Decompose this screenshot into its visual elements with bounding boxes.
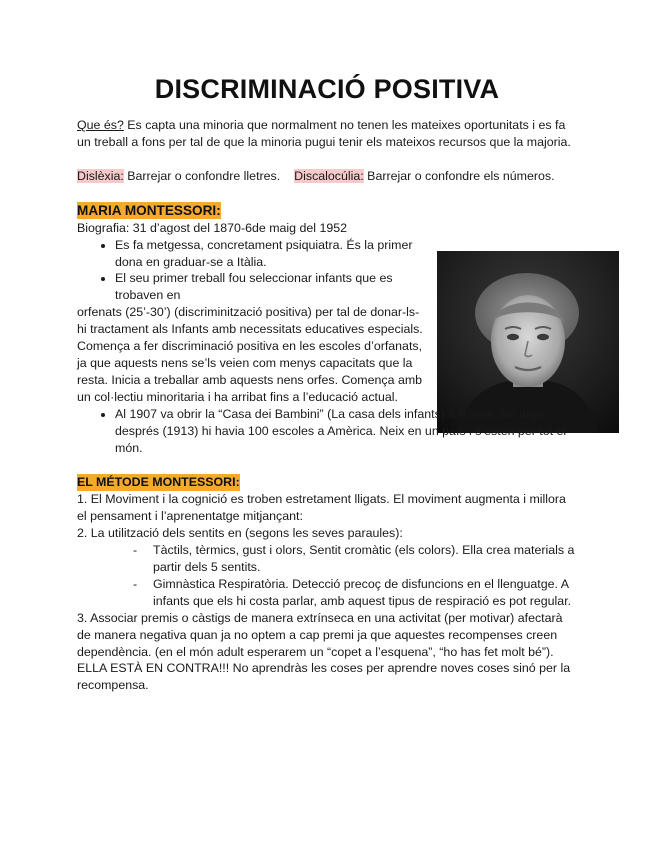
dash-item: - Gimnàstica Respiratòria. Detecció precoç de disfuncions en el llenguatge. A infants que els hi costa parlar, amb aquest tipus de respiració es pot regular. [133,576,577,610]
method-point-1: 1. El Moviment i la cognició es troben estretament lligats. El moviment augmenta i millora el pensament i l’aprenentatge mitjançant: [77,492,566,524]
bullet-item: • Al 1907 va obrir la “Casa dei Bambini” (La casa dels infants) a Roma. Sis anys després (1913) hi havia 100 escoles a Amèrica. Neix en un país i s’estén per tot el món. [115,406,577,457]
bullet-item: • El seu primer treball fou seleccionar infants que es trobaven en [115,270,427,304]
section-heading-method: EL MÉTODE MONTESSORI: [77,475,240,490]
bullet-item: • Es fa metgessa, concretament psiquiatra. És la primer dona en graduar-se a Itàlia. [115,237,427,271]
dash-item: - Tàctils, tèrmics, gust i olors, Sentit cromàtic (els colors). Ella crea materials a partir dels 5 sentits. [133,542,577,576]
montessori-bullets [77,237,427,305]
definition-dyslexia: Barrejar o confondre lletres. [123,168,281,183]
term-dyscalculia: Discalocúlia: [294,168,364,183]
intro-label: Que és? [77,118,124,132]
page-title: DISCRIMINACIÓ POSITIVA [154,74,500,104]
method-point-3: 3. Associar premis o càstigs de manera extrínseca en una activitat (per motivar) afectarà de manera negativa quan ja no optem a cap premi ja que aquestes recompenses creen dependència. (en el món adult esperarem un “copet a l’esquena”, “ho has fet molt bé”). ELLA ESTÀ EN CONTRA!!! No aprendràs les coses per aprendre noves coses sinó per la recompensa. [77,610,571,693]
biography-line: Biografia: 31 d’agost del 1870-6de maig del 1952 [77,220,348,235]
montessori-text-block [77,237,427,406]
montessori-continuation: orfenats (25’-30’) (discriminització positiva) per tal de donar-ls-hi tractament als Infants amb necessitats educatives especials. Comença a fer discriminació positiva en les escoles d’orfanats, ja que aquests nens se’ls veien com menys capacitats que la resta. Inicia a treballar amb aquests nens orfes. Comença amb un col·lectiu minoritaria i ha arribat fins a l’educació actual. [77,305,423,404]
montessori-bullets-2 [77,406,577,457]
intro-text: Es capta una minoria que normalment no tenen les mateixes oportunitats i es fa un treball a fons per tal de que la minoria pugui tenir els mateixos recursos que la majoria. [77,118,571,149]
section-heading-montessori: MARIA MONTESSORI: [77,202,221,218]
definition-dyscalculia: Barrejar o confondre els números. [363,168,555,183]
intro-paragraph [77,117,577,151]
document-page [77,74,577,694]
method-senses-list [77,542,577,610]
method-point-2: 2. La utilització dels sentits en (segons les seves paraules): [77,526,403,541]
definitions-line [77,168,577,185]
term-dyslexia: Dislèxia: [77,168,124,183]
